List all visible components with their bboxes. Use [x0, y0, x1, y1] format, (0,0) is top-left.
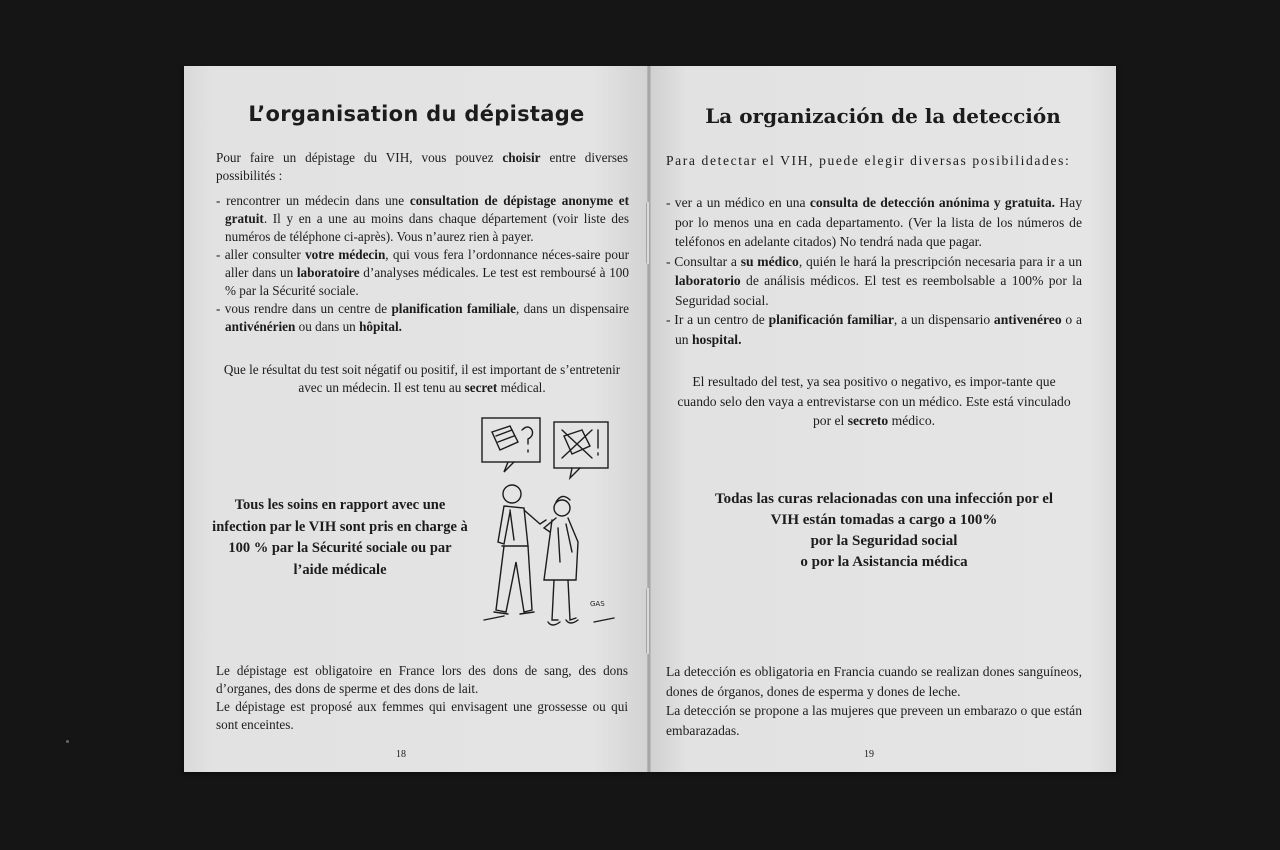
item-text-end: Hay por lo menos una en cada departamento. (Ver la lista de los números de teléfonos en adelante citados) No tendrá nada que pagar.	[675, 195, 1083, 249]
item-text-mid-2: ou dans un	[295, 319, 360, 334]
item-text: - ver a un médico en una	[666, 195, 810, 210]
coverage-notice	[664, 489, 1104, 573]
left-page	[184, 66, 649, 772]
open-booklet	[184, 66, 1116, 772]
item-text-mid-2: o a un	[675, 312, 1082, 347]
page-number: 18	[396, 749, 406, 760]
result-bold: secreto	[847, 413, 889, 428]
staple-bottom	[646, 588, 650, 654]
intro-text: Pour faire un dépistage du VIH, vous pouvez	[216, 150, 503, 165]
item-bold: planificación familiar	[768, 312, 894, 327]
item-bold-2: laboratorio	[675, 273, 741, 288]
item-text: - vous rendre dans un centre de	[216, 301, 392, 316]
item-text-end: de análisis médicos. El test es reembolsable a 100% por la Seguridad social.	[675, 273, 1082, 308]
coverage-line: VIH están tomadas a cargo a 100%	[770, 512, 998, 528]
item-bold: planification familiale	[391, 301, 516, 316]
result-text-end: médico.	[888, 413, 936, 428]
item-text-mid: , qui vous fera l’ordonnance néces-saire pour aller dans un	[225, 247, 629, 280]
item-bold: votre médecin	[305, 247, 386, 262]
list-item	[666, 193, 1082, 252]
footer-paragraph-1: La detección es obligatoria en Francia cuando se realizan dones sanguíneos, dones de órganos, dones de esperma y dones de leche.	[666, 664, 1082, 699]
options-list	[216, 192, 629, 336]
item-text-mid: , a un dispensario	[893, 312, 994, 327]
item-bold-2: antivenéreo	[993, 312, 1062, 327]
coverage-line: Todas las curas relacionadas con una infección por el	[714, 491, 1054, 507]
page-title: L’organisation du dépistage	[248, 102, 585, 126]
right-page	[650, 66, 1116, 772]
result-paragraph	[674, 372, 1074, 431]
item-text: - Ir a un centro de	[666, 312, 769, 327]
coverage-line: o por la Asistancia médica	[800, 554, 968, 570]
item-bold: consulta de detección anónima y gratuita.	[809, 195, 1056, 210]
intro-bold: choisir	[502, 150, 541, 165]
intro-text-end: entre diverses possibilités :	[216, 150, 628, 183]
coverage-notice: Tous les soins en rapport avec une infection par le VIH sont pris en charge à 100 % par la Sécurité sociale ou par l’aide médicale	[212, 497, 468, 578]
list-item	[666, 310, 1082, 349]
options-list	[666, 193, 1082, 349]
result-bold: secret	[464, 380, 498, 395]
intro-paragraph: Para detectar el VIH, puede elegir diversas posibilidades:	[666, 153, 1071, 168]
result-paragraph	[222, 361, 622, 397]
result-text: Que le résultat du test soit négatif ou positif, il est important de s’entretenir avec un médecin. Il est tenu au	[223, 362, 621, 395]
list-item	[216, 300, 629, 336]
item-bold-3: hospital.	[692, 331, 742, 347]
item-bold-2: laboratoire	[296, 265, 360, 280]
illustration-signature: GAS	[590, 600, 605, 608]
item-text: - rencontrer un médecin dans une	[216, 193, 410, 208]
intro-paragraph	[216, 149, 628, 185]
item-bold-3: hôpital.	[359, 319, 402, 334]
item-text-mid: , dans un dispensaire	[515, 301, 630, 316]
result-text-end: médical.	[497, 380, 546, 395]
booklet-spine	[647, 66, 651, 772]
result-text: El resultado del test, ya sea positivo o negativo, es impor-tante que cuando selo den vaya a entrevistarse con un médico. Este está vinculado por el	[677, 374, 1071, 428]
item-text-mid: , quién le hará la prescripción necesaria para ir a un	[798, 253, 1082, 269]
item-text-end: d’analyses médicales. Le test est remboursé à 100 % par la Sécurité sociale.	[225, 265, 629, 298]
list-item	[216, 192, 629, 246]
footer-paragraph-2: Le dépistage est proposé aux femmes qui envisagent une grossesse ou qui sont enceintes.	[216, 699, 628, 732]
list-item	[666, 252, 1082, 311]
staple-top	[646, 202, 650, 264]
coverage-line: por la Seguridad social	[810, 533, 958, 549]
item-bold: su médico	[740, 253, 799, 269]
page-number: 19	[864, 749, 874, 760]
item-text-end: . Il y en a une au moins dans chaque département (voir liste des numéros de téléphone ci-après). Vous n’aurez rien à payer.	[225, 211, 629, 244]
footer-paragraph-1: Le dépistage est obligatoire en France lors des dons de sang, des dons d’organes, des dons de sperme et des dons de lait.	[216, 663, 628, 696]
page-title: La organización de la detección	[705, 104, 1061, 128]
doctor-patient-illustration	[474, 412, 634, 642]
item-bold-2: antivénérien	[225, 319, 296, 334]
list-item	[216, 246, 629, 300]
footer-paragraph-2: La detección se propone a las mujeres que preveen un embarazo o que están embarazadas.	[666, 703, 1082, 738]
item-text: - aller consulter	[216, 247, 306, 262]
item-text: - Consultar a	[666, 253, 741, 269]
background-speck	[66, 740, 69, 743]
item-bold: consultation de dépistage anonyme et gratuit	[225, 193, 629, 226]
